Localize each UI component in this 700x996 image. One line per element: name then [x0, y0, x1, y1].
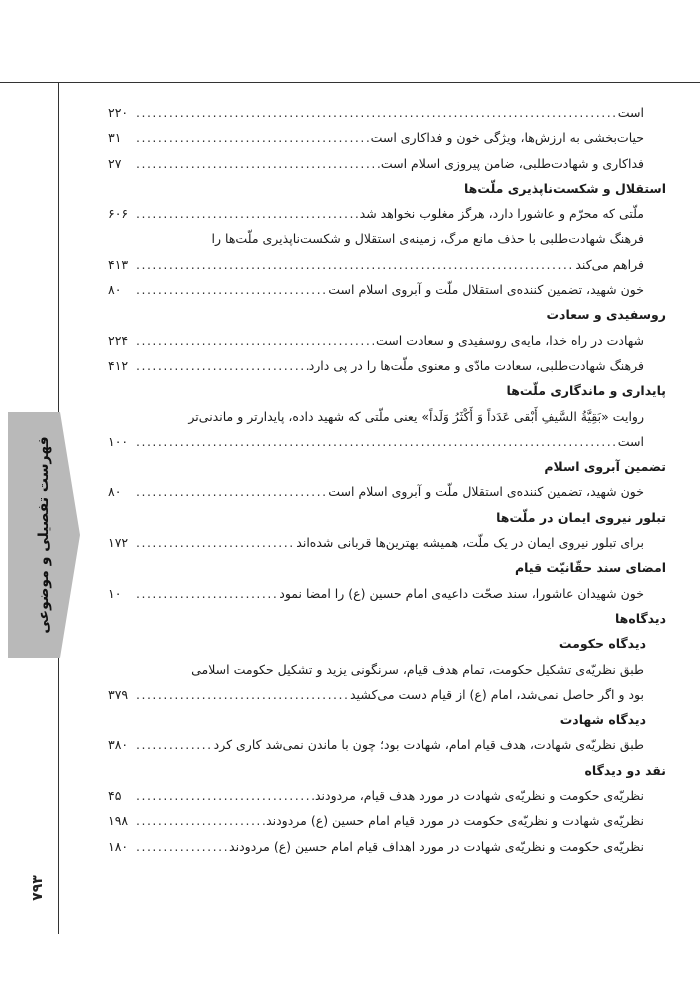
index-entry-page: ۴۱۳ [108, 256, 129, 272]
index-entry [108, 581, 666, 606]
index-entry-page: ۱۷۲ [108, 535, 129, 551]
index-entry-page: ۸۰ [108, 282, 122, 298]
page-number: ۷۹۳ [30, 875, 46, 901]
index-entry-page: ۳۷۹ [108, 686, 129, 702]
dot-leader [136, 353, 309, 378]
index-entry-text: فداکاری و شهادت‌طلبی، ضامن پیروزی اسلام است [380, 155, 644, 171]
index-entry-page: ۴۱۲ [108, 357, 129, 373]
index-entry [108, 808, 666, 833]
index-entry-page: ۸۰ [108, 484, 122, 500]
index-entry-text: حیات‌بخشی به ارزش‌ها، ویژگی خون و فداکاری است [370, 130, 644, 146]
index-entry-page: ۱۸۰ [108, 838, 129, 854]
index-entry [108, 201, 666, 226]
index-entry-page: ۶۰۶ [108, 206, 129, 222]
topic-heading: تبلور نیروی ایمان در ملّت‌ها [496, 509, 666, 525]
index-entry [108, 353, 666, 378]
index-entry-text: خون شهید، تضمین کننده‌ی استقلال ملّت و آبروی اسلام است [328, 484, 644, 500]
dot-leader [136, 429, 618, 454]
dot-leader [136, 252, 575, 277]
index-entry [108, 151, 666, 176]
index-entry-text: ملّتی که محرّم و عاشورا دارد، هرگز مغلوب نخواهد شد [359, 206, 644, 222]
index-entry-page: ۲۲۴ [108, 332, 129, 348]
index-entry [108, 328, 666, 353]
index-entry [108, 429, 666, 454]
index-entry [108, 834, 666, 859]
index-entry-continued: طبق نظریّه‌ی تشکیل حکومت، تمام هدف قیام، سرنگونی یزید و تشکیل حکومت اسلامی [191, 661, 644, 677]
topic-heading: پایداری و ماندگاری ملّت‌ها [506, 383, 666, 399]
topic-heading: روسفیدی و سعادت [546, 307, 666, 323]
index-entry [108, 252, 666, 277]
dot-leader [136, 479, 328, 504]
index-entry-text: برای تبلور نیروی ایمان در یک ملّت، همیشه بهترین‌ها قربانی شده‌اند [296, 535, 644, 551]
dot-leader [136, 125, 371, 150]
frame-top-rule [0, 82, 700, 83]
subtopic-heading: دیدگاه شهادت [559, 712, 646, 728]
dot-leader [136, 151, 381, 176]
side-tab-label: فهرست تفصیلی و موضوعی [36, 436, 52, 634]
dot-leader [136, 834, 229, 859]
dot-leader [136, 783, 315, 808]
index-entry [108, 682, 666, 707]
dot-leader [136, 581, 279, 606]
index-entry-text: خون شهیدان عاشورا، سند صحّت داعیه‌ی امام حسین (ع) را امضا نمود [279, 585, 644, 601]
dot-leader [136, 201, 360, 226]
index-entry [108, 783, 666, 808]
index-entry-text: نظریّه‌ی شهادت و نظریّه‌ی حکومت در مورد قیام امام حسین (ع) مردودند [266, 813, 644, 829]
index-entry [108, 732, 666, 757]
topic-heading: نقد دو دیدگاه [584, 762, 666, 778]
index-entry-page: ۲۷ [108, 155, 122, 171]
index-entry-text: فراهم می‌کند [575, 256, 644, 272]
dot-leader [136, 530, 296, 555]
index-entry-page: ۴۵ [108, 788, 122, 804]
dot-leader [136, 732, 214, 757]
index-entry-page: ۱۰ [108, 585, 122, 601]
index-entry-page: ۱۹۸ [108, 813, 129, 829]
index-entry-text: نظریّه‌ی حکومت و نظریّه‌ی شهادت در مورد اهداف قیام امام حسین (ع) مردودند [229, 838, 644, 854]
index-content [108, 100, 666, 859]
index-entry [108, 100, 666, 125]
index-entry-continued: روایت «بَقِیَّةُ السَّیفِ أَبْقی عَدَداً وَ أَکْثَرُ وَلَداً» یعنی ملّتی که شهید داده، پایدارتر و ماندنی‌تر [188, 408, 644, 424]
index-entry-page: ۳۱ [108, 130, 122, 146]
index-entry-text: نظریّه‌ی حکومت و نظریّه‌ی شهادت در مورد هدف قیام، مردودند [314, 788, 644, 804]
index-entry-text: خون شهید، تضمین کننده‌ی استقلال ملّت و آبروی اسلام است [328, 282, 644, 298]
dot-leader [136, 277, 328, 302]
topic-heading: امضای سند حقّانیّت قیام [514, 560, 666, 576]
index-entry-page: ۲۲۰ [108, 105, 129, 120]
topic-heading: تضمین آبروی اسلام [544, 459, 666, 475]
index-entry-text: است [617, 105, 644, 120]
index-entry-text: شهادت در راه خدا، مایه‌ی روسفیدی و سعادت است [376, 332, 644, 348]
dot-leader [136, 100, 618, 125]
index-entry-continued: فرهنگ شهادت‌طلبی با حذف مانع مرگ، زمینه‌ی استقلال و شکست‌ناپذیری ملّت‌ها را [211, 231, 644, 247]
index-entry-text: بود و اگر حاصل نمی‌شد، امام (ع) از قیام دست می‌کشید [349, 686, 644, 702]
group-heading: دیدگاه‌ها [614, 610, 666, 626]
section-side-tab [8, 412, 80, 658]
index-entry [108, 530, 666, 555]
topic-heading: استقلال و شکست‌ناپذیری ملّت‌ها [463, 180, 666, 196]
index-entry [108, 277, 666, 302]
dot-leader [136, 682, 350, 707]
index-entry-page: ۳۸۰ [108, 737, 129, 753]
dot-leader [136, 328, 376, 353]
subtopic-heading: دیدگاه حکومت [558, 636, 646, 652]
index-entry-text: طبق نظریّه‌ی شهادت، هدف قیام امام، شهادت بود؛ چون با ماندن نمی‌شد کاری کرد [213, 737, 644, 753]
dot-leader [136, 808, 266, 833]
index-entry-page: ۱۰۰ [108, 433, 129, 449]
index-entry [108, 125, 666, 150]
index-entry-text: است [617, 433, 644, 449]
index-entry [108, 479, 666, 504]
index-entry-text: فرهنگ شهادت‌طلبی، سعادت مادّی و معنوی ملّت‌ها را در پی دارد [308, 357, 644, 373]
